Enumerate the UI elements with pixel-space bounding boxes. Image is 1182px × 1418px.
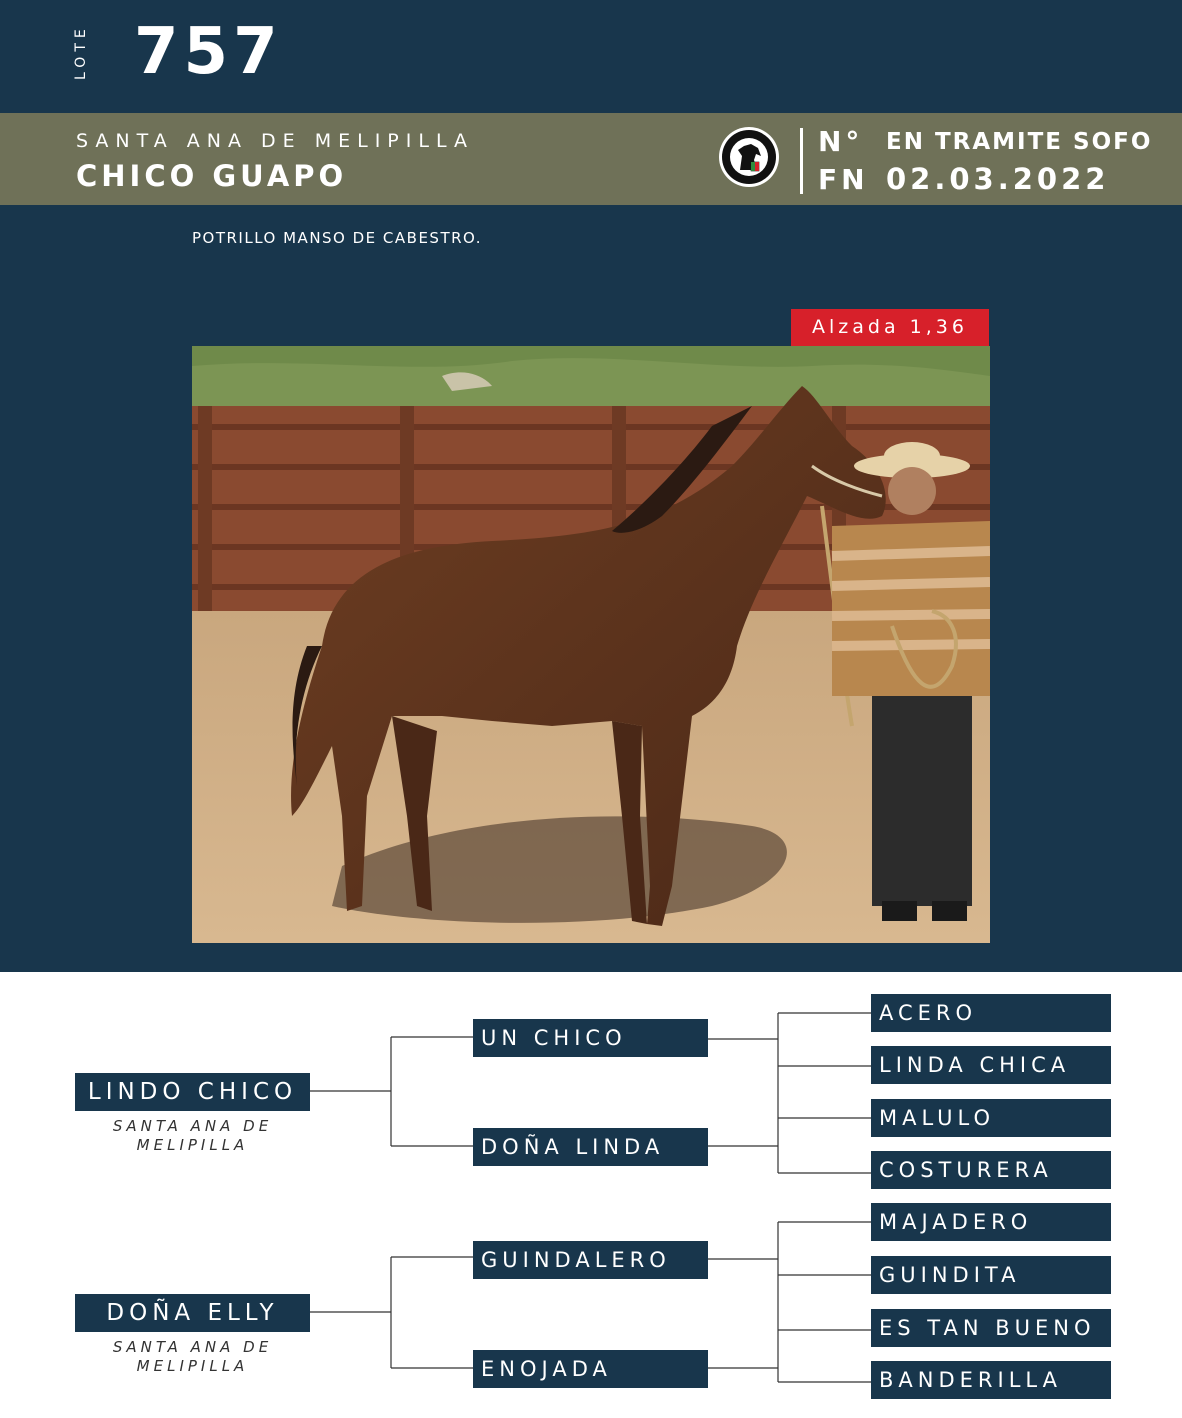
great-grandparent-2: LINDA CHICA xyxy=(871,1046,1111,1084)
horse-description: POTRILLO MANSO DE CABESTRO. xyxy=(192,229,483,247)
great-grandparent-6: GUINDITA xyxy=(871,1256,1111,1294)
great-grandparent-8: BANDERILLA xyxy=(871,1361,1111,1399)
sire-origin: SANTA ANA DE MELIPILLA xyxy=(112,1117,273,1154)
registry-number-label: N° xyxy=(818,125,864,158)
paternal-grandsire: UN CHICO xyxy=(473,1019,708,1057)
great-grandparent-1: ACERO xyxy=(871,994,1111,1032)
great-grandparent-4: COSTURERA xyxy=(871,1151,1111,1189)
great-grandparent-5: MAJADERO xyxy=(871,1203,1111,1241)
height-badge: Alzada 1,36 xyxy=(791,309,989,346)
horse-photo xyxy=(192,346,990,943)
lot-label: LOTE xyxy=(73,24,89,80)
breeder-origin: SANTA ANA DE MELIPILLA xyxy=(76,130,474,152)
maternal-granddam: ENOJADA xyxy=(473,1350,708,1388)
remates-horse-logo-icon xyxy=(718,126,780,188)
dam-name: DOÑA ELLY xyxy=(75,1294,310,1332)
paternal-granddam: DOÑA LINDA xyxy=(473,1128,708,1166)
registry-number-value: EN TRAMITE SOFO xyxy=(886,129,1153,155)
dam-origin: SANTA ANA DE MELIPILLA xyxy=(112,1338,273,1375)
great-grandparent-3: MALULO xyxy=(871,1099,1111,1137)
maternal-grandsire: GUINDALERO xyxy=(473,1241,708,1279)
sire-name: LINDO CHICO xyxy=(75,1073,310,1111)
birth-date-value: 02.03.2022 xyxy=(886,162,1110,196)
great-grandparent-7: ES TAN BUENO xyxy=(871,1309,1111,1347)
lot-number: 757 xyxy=(134,15,283,89)
registry-divider xyxy=(800,128,803,194)
birth-date-label: FN xyxy=(818,163,869,196)
horse-name: CHICO GUAPO xyxy=(76,159,348,193)
